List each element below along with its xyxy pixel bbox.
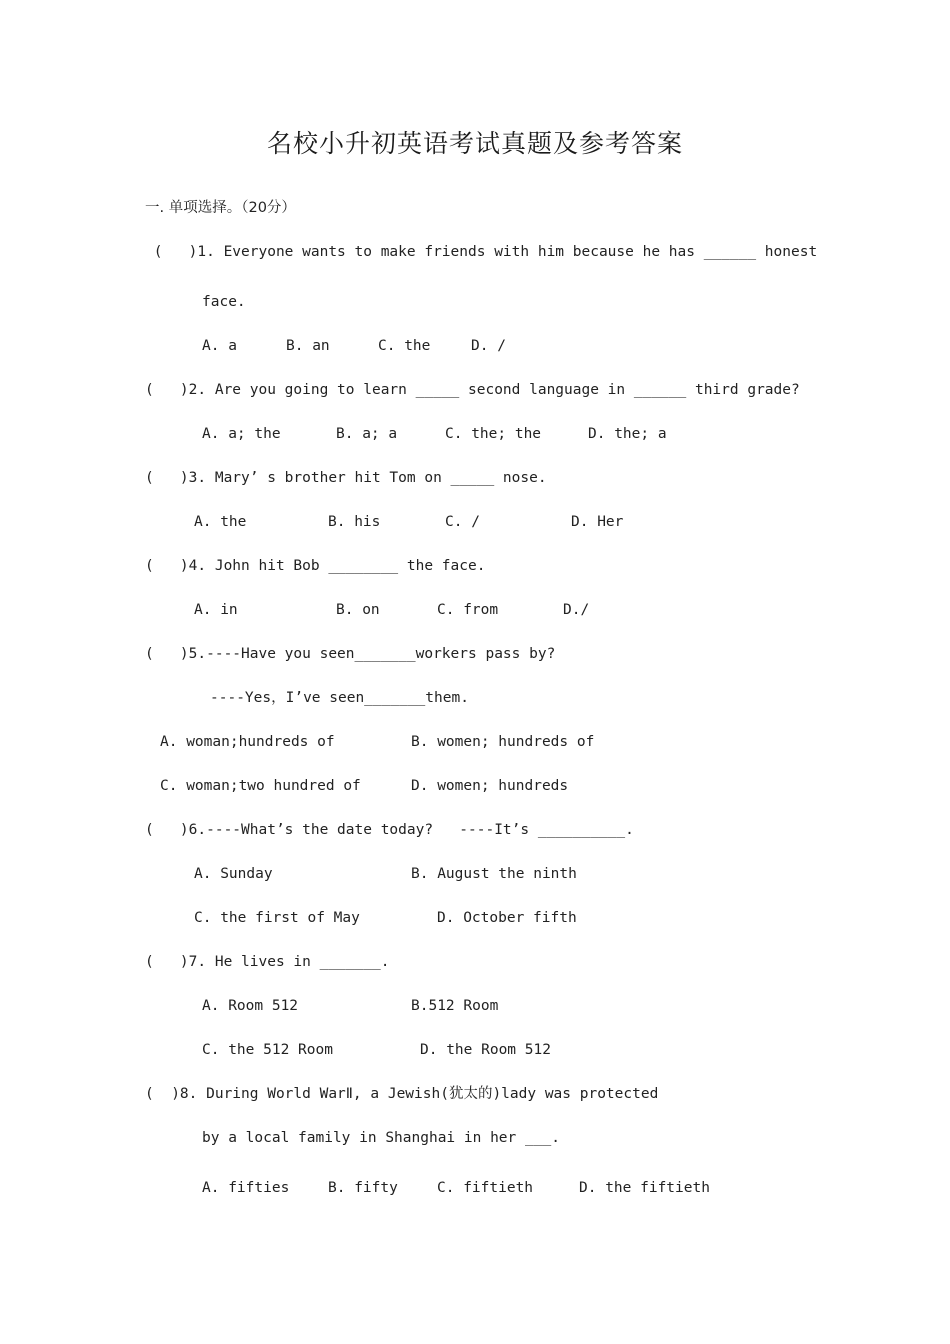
question-1-option-c: C. the [378,338,431,354]
question-4-option-d: D./ [563,602,590,618]
question-6-stem: ( )6.----What’s the date today? ----It’s __________. [145,822,634,838]
question-5-stem: ( )5.----Have you seen_______workers pass by? [145,646,556,662]
question-8-continuation: by a local family in Shanghai in her ___. [202,1130,560,1146]
question-6-option-d: D. October fifth [437,910,577,926]
question-7-stem: ( )7. He lives in _______. [145,954,390,970]
question-6-option-b: B. August the ninth [411,866,577,882]
question-1-stem: ( )1. Everyone wants to make friends with him because he has ______ honest [145,244,818,260]
question-7-option-d: D. the Room 512 [420,1042,551,1058]
question-7-option-b: B.512 Room [411,998,499,1014]
question-2-option-a: A. a; the [202,426,281,442]
question-5-option-d: D. women; hundreds [411,778,569,794]
question-5-option-a: A. woman;hundreds of [160,734,335,750]
question-5-option-b: B. women; hundreds of [411,734,595,750]
question-1-option-b: B. an [286,338,330,354]
question-7-option-c: C. the 512 Room [202,1042,333,1058]
question-4-option-c: C. from [437,602,499,618]
question-4-stem: ( )4. John hit Bob ________ the face. [145,558,486,574]
question-3-option-d: D. Her [571,514,624,530]
question-4-option-a: A. in [194,602,238,618]
question-3-option-a: A. the [194,514,247,530]
question-1-continuation: face. [202,294,246,310]
question-8-stem: ( )8. During World WarⅡ, a Jewish(犹太的)lady was protected [145,1086,659,1102]
question-1-option-d: D. / [471,338,506,354]
page-title: 名校小升初英语考试真题及参考答案 [266,129,683,158]
question-5-continuation: ----Yes，I’ve seen_______them. [210,690,469,706]
section-heading: 一. 单项选择。（20分） [145,200,296,216]
question-3-stem: ( )3. Mary’ s brother hit Tom on _____ nose. [145,470,547,486]
question-2-stem: ( )2. Are you going to learn _____ second language in ______ third grade? [145,382,800,398]
question-3-option-c: C. / [445,514,480,530]
question-3-option-b: B. his [328,514,381,530]
question-4-option-b: B. on [336,602,380,618]
question-8-option-a: A. fifties [202,1180,290,1196]
question-2-option-c: C. the; the [445,426,542,442]
question-8-option-c: C. fiftieth [437,1180,534,1196]
question-7-option-a: A. Room 512 [202,998,299,1014]
question-6-option-c: C. the first of May [194,910,360,926]
question-1-option-a: A. a [202,338,237,354]
question-5-option-c: C. woman;two hundred of [160,778,361,794]
question-8-option-d: D. the fiftieth [579,1180,710,1196]
question-8-option-b: B. fifty [328,1180,398,1196]
question-6-option-a: A. Sunday [194,866,273,882]
question-2-option-d: D. the; a [588,426,667,442]
question-2-option-b: B. a; a [336,426,398,442]
